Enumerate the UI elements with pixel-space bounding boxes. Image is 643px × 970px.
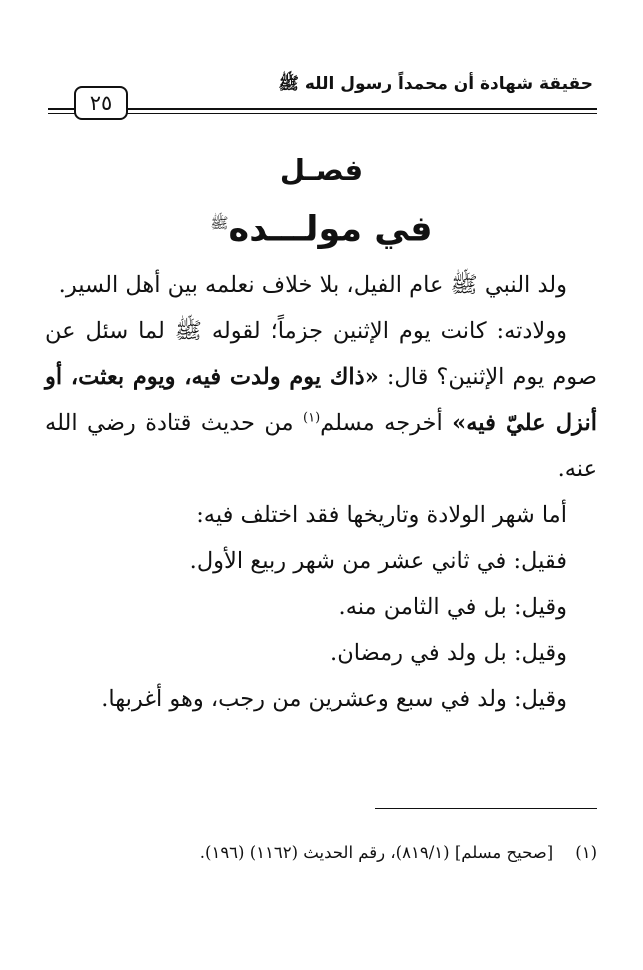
hadith-quote: «ذاك يوم ولدت فيه، ويوم بعثت، أو أنزل عليّ فيه» bbox=[45, 364, 597, 436]
page-number: ٢٥ bbox=[74, 86, 128, 120]
paragraph-birth-day bbox=[45, 308, 597, 492]
header-rule bbox=[48, 108, 597, 110]
section-title-text: في مولـــده bbox=[228, 209, 433, 250]
list-item: وقيل: بل ولد في رمضان. bbox=[330, 640, 567, 666]
header-rule-thin bbox=[48, 113, 597, 114]
list-item: وقيل: بل في الثامن منه. bbox=[338, 594, 567, 620]
p2-before: وولادته: كانت يوم الإثنين جزماً؛ لقوله ﷺ لما سئل عن صوم يوم الإثنين؟ قال: bbox=[45, 318, 597, 390]
section-title bbox=[0, 198, 643, 255]
running-title: حقيقة شهادة أن محمداً رسول الله ﷺ bbox=[278, 74, 593, 94]
list-item: أما شهر الولادة وتاريخها فقد اختلف فيه: bbox=[196, 502, 567, 528]
list-item: فقيل: في ثاني عشر من شهر ربيع الأول. bbox=[189, 548, 567, 574]
footnote-reference: (١) bbox=[303, 410, 321, 426]
footnote-text: [صحيح مسلم] (٨١٩/١)، رقم الحديث (١١٦٢) (١٩٦). bbox=[199, 843, 554, 862]
honorific-mark: ﷺ bbox=[210, 214, 229, 232]
footnote-number: (١) bbox=[575, 843, 597, 862]
list-item: وقيل: ولد في سبع وعشرين من رجب، وهو أغربها. bbox=[101, 686, 567, 712]
footnote-rule bbox=[375, 808, 597, 809]
p2-middle: أخرجه مسلم bbox=[320, 410, 453, 436]
body-text bbox=[45, 262, 597, 722]
paragraph-birth-year: ولد النبي ﷺ عام الفيل، بلا خلاف نعلمه بين أهل السير. bbox=[58, 272, 567, 298]
footnote bbox=[37, 838, 597, 868]
p2-after: من حديث قتادة رضي الله عنه. bbox=[45, 410, 597, 482]
section-label: فصـل bbox=[279, 153, 364, 187]
